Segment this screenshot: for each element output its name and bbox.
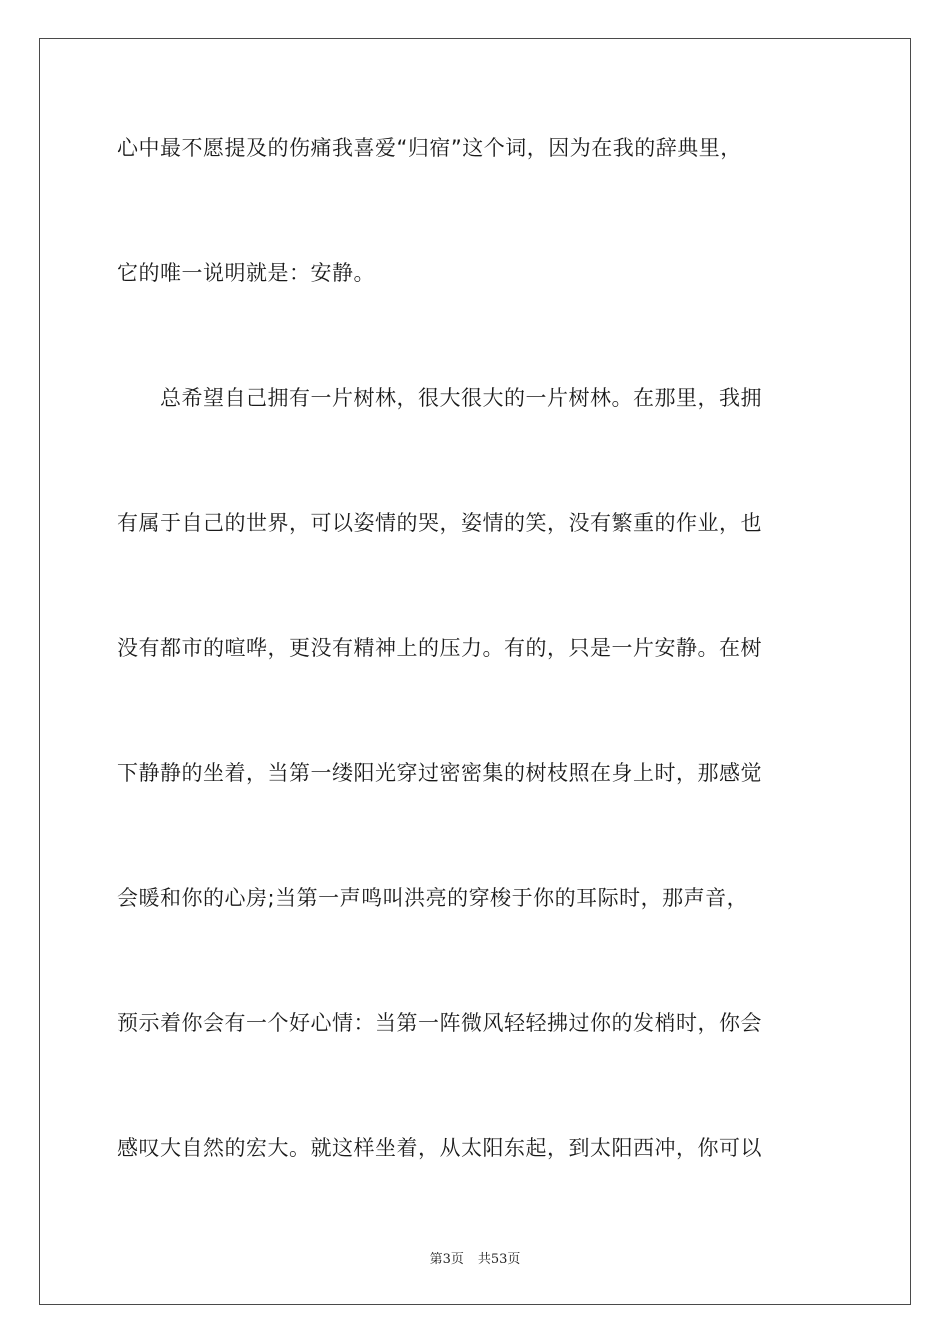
text-line: 下静静的坐着，当第一缕阳光穿过密密集的树枝照在身上时，那感觉 [117,761,762,785]
text-line: 预示着你会有一个好心情：当第一阵微风轻轻拂过你的发梢时，你会 [117,1011,762,1035]
text-line: 会暖和你的心房;当第一声鸣叫洪亮的穿梭于你的耳际时，那声音， [117,886,749,910]
page-number: 第3页 [429,1252,464,1267]
page-total: 共53页 [477,1252,521,1267]
page-footer [0,1248,950,1267]
document-body [117,130,833,1255]
text-line: 感叹大自然的宏大。就这样坐着，从太阳东起，到太阳西冲，你可以 [117,1136,762,1160]
text-line: 没有都市的喧哗，更没有精神上的压力。有的，只是一片安静。在树 [117,636,762,660]
text-line: 总希望自己拥有一片树林，很大很大的一片树林。在那里，我拥 [117,386,762,410]
text-line: 有属于自己的世界，可以姿情的哭，姿情的笑，没有繁重的作业，也 [117,511,762,535]
text-line: 它的唯一说明就是：安静。 [117,261,375,285]
text-line: 心中最不愿提及的伤痛我喜爱“归宿”这个词，因为在我的辞典里， [117,136,742,160]
